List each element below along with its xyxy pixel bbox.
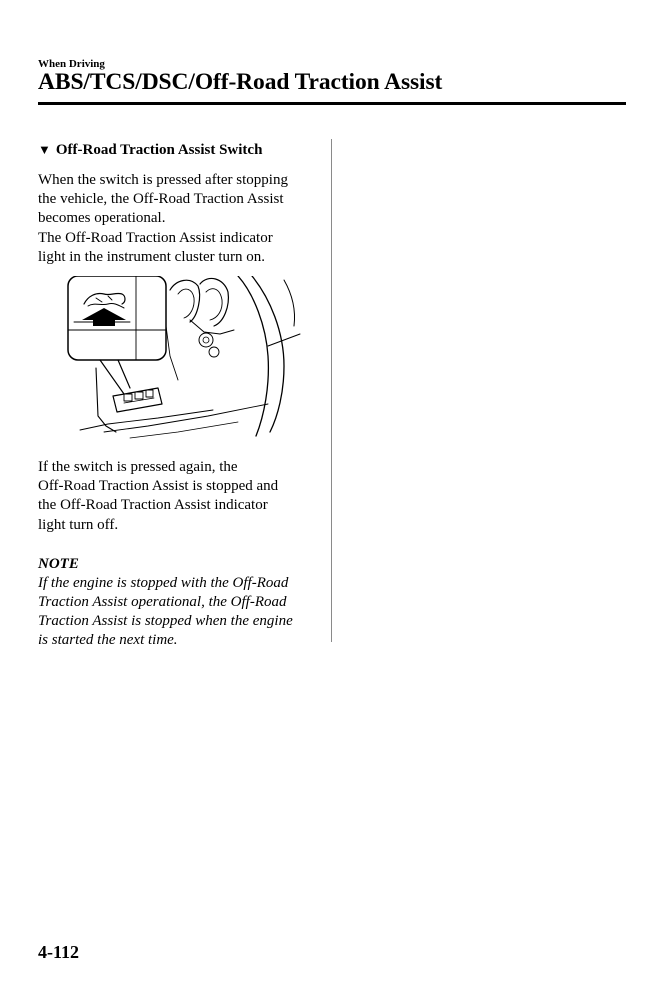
subsection-heading [38,139,318,161]
note-line: Traction Assist is stopped when the engine [38,613,293,630]
note-label: NOTE [38,555,79,572]
title-rule [38,102,626,105]
subsection-heading-text: Off-Road Traction Assist Switch [55,142,263,158]
paragraph-line: If the switch is pressed again, the [38,459,238,476]
paragraph-line: light in the instrument cluster turn on. [38,248,266,265]
page-title: ABS/TCS/DSC/Off-Road Traction Assist [38,69,443,95]
paragraph-line: When the switch is pressed after stopping [38,172,288,188]
paragraph-followup [38,458,318,535]
paragraph-line: becomes operational. [38,210,166,227]
paragraph-intro [38,171,318,267]
paragraph-line: The Off-Road Traction Assist indicator [38,229,273,246]
note-line: If the engine is stopped with the Off-Road [38,574,289,591]
paragraph-line: the vehicle, the Off-Road Traction Assist [38,191,284,208]
triangle-marker-icon: ▼ [38,142,51,157]
note-line: Traction Assist operational, the Off-Road [38,594,287,611]
page-number: 4-112 [38,942,80,962]
paragraph-line: light turn off. [38,516,119,533]
note-line: is started the next time. [38,632,178,649]
switch-illustration [38,276,308,448]
section-label: When Driving [38,58,105,70]
note-text [38,574,318,651]
off-road-traction-assist-switch-icon [38,276,308,448]
paragraph-line: the Off-Road Traction Assist indicator [38,497,268,514]
column-divider [331,139,332,642]
paragraph-line: Off-Road Traction Assist is stopped and [38,478,279,495]
left-column [38,139,318,651]
